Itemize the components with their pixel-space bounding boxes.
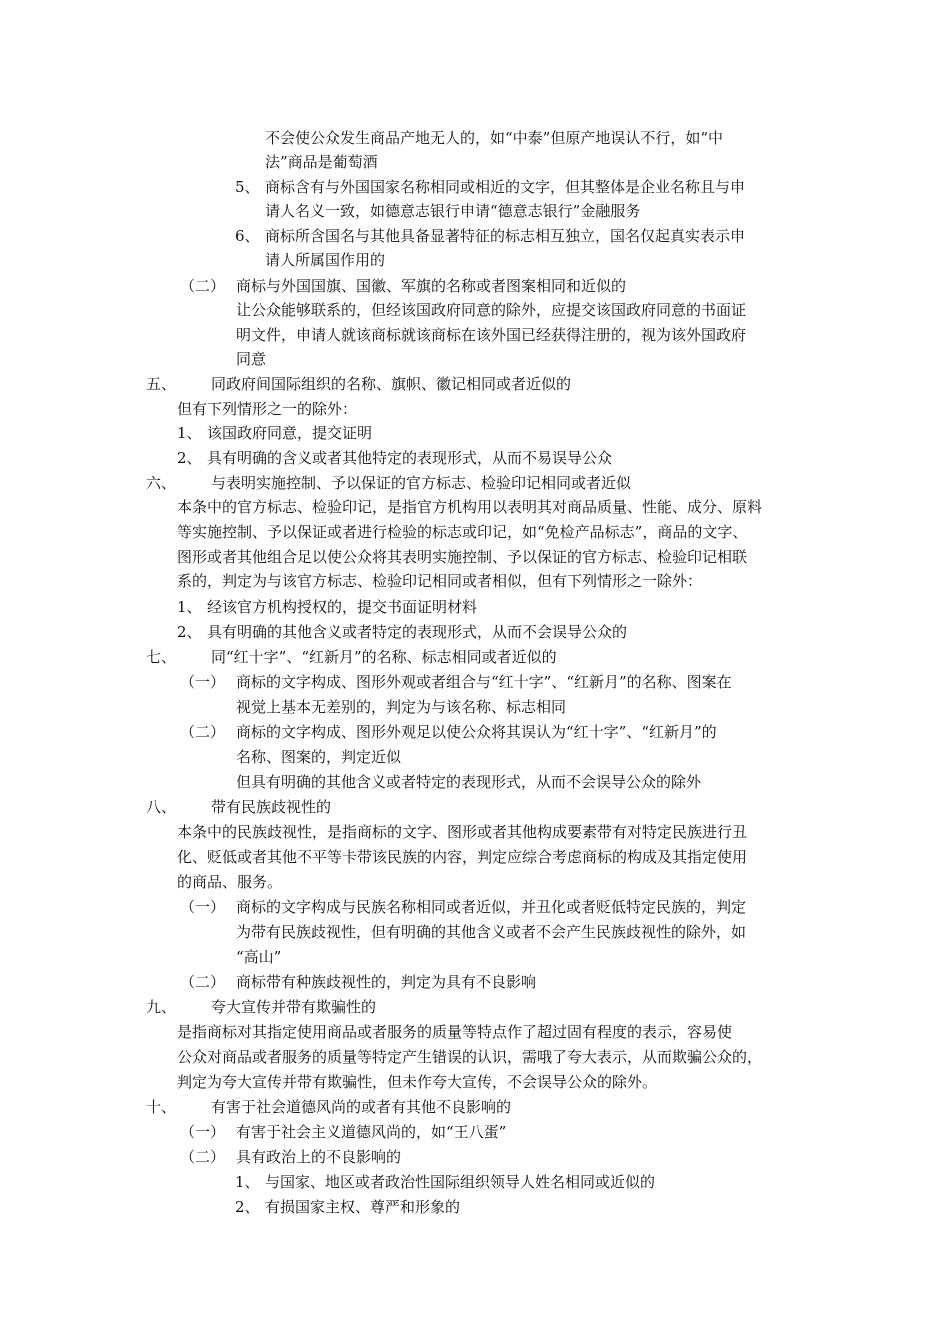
text-line: 图形或者其他组合足以使公众将其表明实施控制、予以保证的官方标志、检验印记相联 <box>177 548 748 566</box>
text-line: 商标所含国名与其他具备显著特征的标志相互独立，国名仅起真实表示申 <box>265 227 746 245</box>
list-marker: （二） <box>180 1148 226 1166</box>
text-line: 明文件，申请人就该商标就该商标在该外国已经获得注册的，视为该外国政府 <box>236 326 747 344</box>
text-line: 让公众能够联系的，但经该国政府同意的除外，应提交该国政府同意的书面证 <box>236 301 747 319</box>
text-line: 公众对商品或者服务的质量等特定产生错误的认识，需哦了夸大表示，从而欺骗公众的， <box>177 1048 763 1066</box>
text-line: 同意 <box>236 350 267 368</box>
list-marker: （一） <box>180 898 226 916</box>
text-line: 商标的文字构成、图形外观足以使公众将其误认为“红十字”、“红新月”的 <box>236 723 717 741</box>
section-heading: 同“红十字”、“红新月”的名称、标志相同或者近似的 <box>211 648 557 666</box>
list-number: 2、 <box>177 449 202 467</box>
section-number: 五、 <box>146 375 177 393</box>
section-heading: 带有民族歧视性的 <box>211 798 332 816</box>
text-line: 但具有明确的其他含义或者特定的表现形式，从而不会误导公众的除外 <box>236 773 702 791</box>
text-line: 本条中的官方标志、检验印记，是指官方机构用以表明其对商品质量、性能、成分、原料 <box>177 498 763 516</box>
text-line: 的商品、服务。 <box>177 873 283 891</box>
text-line: 商标的文字构成与民族名称相同或者近似，并丑化或者贬低特定民族的，判定 <box>236 898 747 916</box>
text-line: 商标含有与外国国家名称相同或相近的文字，但其整体是企业名称且与申 <box>265 178 746 196</box>
text-line: 该国政府同意，提交证明 <box>207 424 373 442</box>
section-heading: 同政府间国际组织的名称、旗帜、徽记相同或者近似的 <box>211 375 572 393</box>
text-line: 为带有民族歧视性，但有明确的其他含义或者不会产生民族歧视性的除外，如 <box>236 923 747 941</box>
text-line: 有害于社会主义道德风尚的，如“王八蛋” <box>236 1123 507 1141</box>
section-heading: 有害于社会道德风尚的或者有其他不良影响的 <box>211 1098 512 1116</box>
text-line: 判定为夸大宣传并带有欺骗性，但未作夸大宣传，不会误导公众的除外。 <box>177 1073 658 1091</box>
text-line: 具有明确的含义或者其他特定的表现形式，从而不易误导公众 <box>207 449 613 467</box>
list-number: 5、 <box>235 178 260 196</box>
text-line: 有损国家主权、尊严和形象的 <box>265 1198 461 1216</box>
text-line: 具有明确的其他含义或者特定的表现形式，从而不会误导公众的 <box>207 623 628 641</box>
list-number: 1、 <box>235 1173 260 1191</box>
section-heading: 夸大宣传并带有欺骗性的 <box>211 998 377 1016</box>
list-number: 2、 <box>235 1198 260 1216</box>
text-line: “高山” <box>236 948 282 966</box>
text-line: 与国家、地区或者政治性国际组织领导人姓名相同或近似的 <box>265 1173 656 1191</box>
text-line: 具有政治上的不良影响的 <box>236 1148 402 1166</box>
list-marker: （一） <box>180 673 226 691</box>
text-line: 视觉上基本无差别的，判定为与该名称、标志相同 <box>236 698 567 716</box>
text-line: 系的，判定为与该官方标志、检验印记相同或者相似，但有下列情形之一除外： <box>177 572 703 590</box>
list-marker: （二） <box>180 723 226 741</box>
text-line: 不会使公众发生商品产地无人的，如“中泰”但原产地误认不行，如“中 <box>265 129 724 147</box>
section-number: 九、 <box>146 998 177 1016</box>
text-line: 名称、图案的，判定近似 <box>236 748 402 766</box>
section-number: 六、 <box>146 474 177 492</box>
text-line: 请人所属国作用的 <box>265 251 386 269</box>
text-line: 等实施控制、予以保证或者进行检验的标志或印记，如“免检产品标志”，商品的文字、 <box>177 523 748 541</box>
section-number: 七、 <box>146 648 177 666</box>
text-line: 请人名义一致，如德意志银行申请“德意志银行”金融服务 <box>265 202 641 220</box>
text-line: 是指商标对其指定使用商品或者服务的质量等特点作了超过固有程度的表示，容易使 <box>177 1023 733 1041</box>
text-line: 商标的文字构成、图形外观或者组合与“红十字”、“红新月”的名称、图案在 <box>236 673 732 691</box>
list-number: 6、 <box>235 227 260 245</box>
list-marker: （二） <box>180 277 226 295</box>
section-number: 八、 <box>146 798 177 816</box>
section-heading: 与表明实施控制、予以保证的官方标志、检验印记相同或者近似 <box>211 474 632 492</box>
text-line: 本条中的民族歧视性，是指商标的文字、图形或者其他构成要素带有对特定民族进行丑 <box>177 823 748 841</box>
text-line: 但有下列情形之一的除外： <box>177 400 358 418</box>
list-marker: （二） <box>180 973 226 991</box>
list-number: 1、 <box>177 424 202 442</box>
list-marker: （一） <box>180 1123 226 1141</box>
text-line: 商标与外国国旗、国徽、军旗的名称或者图案相同和近似的 <box>236 277 627 295</box>
text-line: 法”商品是葡萄酒 <box>265 153 378 171</box>
text-line: 化、贬低或者其他不平等卡带该民族的内容，判定应综合考虑商标的构成及其指定使用 <box>177 848 748 866</box>
list-number: 2、 <box>177 623 202 641</box>
text-line: 经该官方机构授权的，提交书面证明材料 <box>207 598 478 616</box>
list-number: 1、 <box>177 598 202 616</box>
text-line: 商标带有种族歧视性的，判定为具有不良影响 <box>236 973 537 991</box>
section-number: 十、 <box>146 1098 177 1116</box>
